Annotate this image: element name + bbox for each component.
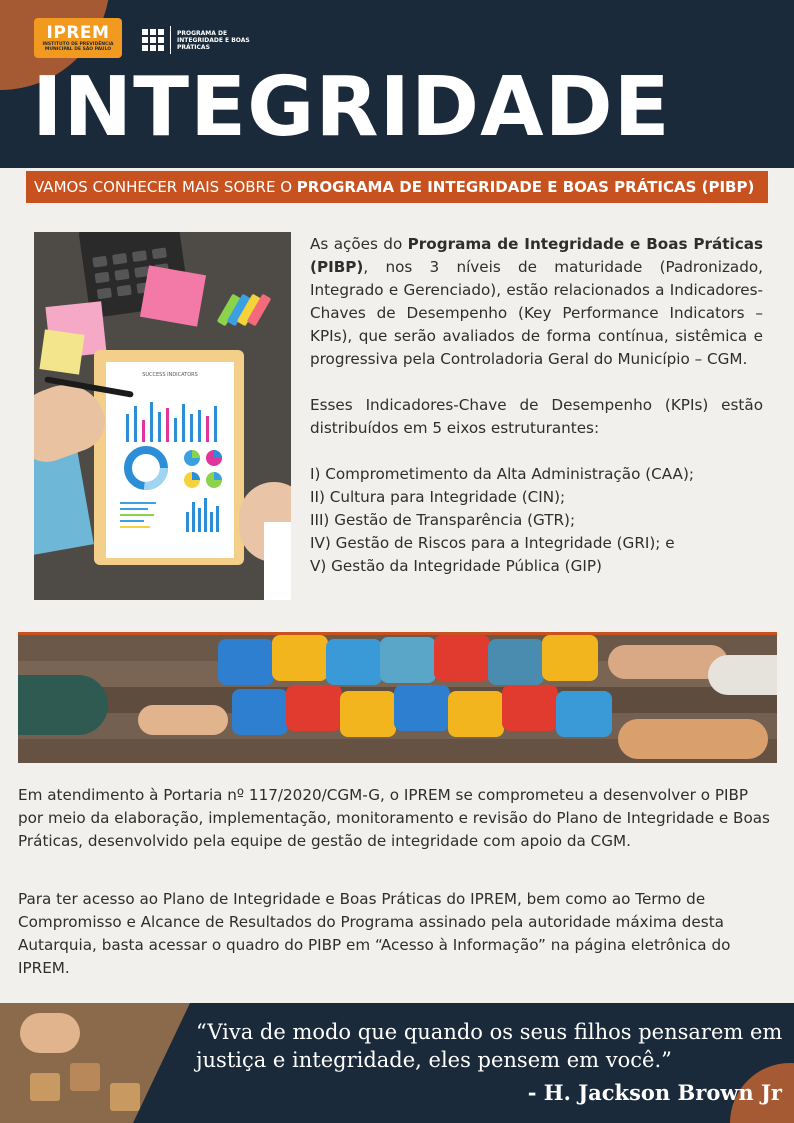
puzzle-piece — [556, 691, 612, 737]
person-sleeve-right — [264, 522, 291, 600]
puzzle-piece — [380, 637, 436, 683]
axes-list — [310, 463, 763, 578]
puzzle-piece — [340, 691, 396, 737]
puzzle-piece — [394, 685, 450, 731]
puzzle-piece — [502, 685, 558, 731]
p1-prefix: As ações do — [310, 235, 408, 253]
pibp-paragraph-1 — [310, 233, 763, 371]
pibp-logo — [142, 26, 257, 54]
puzzle-piece — [272, 635, 328, 681]
axis-item: III) Gestão de Transparência (GTR); — [310, 511, 576, 529]
iprem-logo-subtitle: INSTITUTO DE PREVIDÊNCIA MUNICIPAL DE SÃO PAULO — [42, 42, 114, 52]
person-sleeve — [708, 655, 777, 695]
pibp-logo-text: PROGRAMA DE INTEGRIDADE E BOAS PRÁTICAS — [177, 29, 250, 51]
axis-item: II) Cultura para Integridade (CIN); — [310, 488, 566, 506]
axis-item: IV) Gestão de Riscos para a Integridade (GRI); e — [310, 534, 675, 552]
axis-item: V) Gestão da Integridade Pública (GIP) — [310, 557, 602, 575]
kpi-photo — [34, 232, 291, 600]
banner-program-name: PROGRAMA DE INTEGRIDADE E BOAS PRÁTICAS (PIBP) — [296, 178, 755, 196]
iprem-logo — [34, 18, 122, 58]
wood-block — [110, 1083, 140, 1111]
quote-author: - H. Jackson Brown Jr — [527, 1080, 782, 1105]
logo-divider — [170, 26, 171, 54]
p1-program-name: Programa de Integridade e Boas Práticas (PIBP) — [310, 235, 763, 276]
access-paragraph: Para ter acesso ao Plano de Integridade e Boas Práticas do IPREM, bem como ao Termo de Compromisso e Alcance de Resultados do Programa assinado pela autoridade máxima desta Autarquia, basta acessar o quadro do PIBP em “Acesso à Informação” na página eletrônica do IPREM. — [18, 890, 731, 977]
axis-item: I) Comprometimento da Alta Administração (CAA); — [310, 465, 694, 483]
sticky-flags — [224, 294, 274, 328]
subtitle-banner — [26, 171, 768, 203]
pibp-description — [310, 233, 763, 578]
puzzle-piece — [448, 691, 504, 737]
portaria-paragraph: Em atendimento à Portaria nº 117/2020/CGM-G, o IPREM se comprometeu a desenvolver o PIBP por meio da elaboração, implementação, monitoramento e revisão do Plano de Integridade e Boas Práticas, desenvolvido pela equipe de gestão de integridade com apoio da CGM. — [18, 786, 770, 850]
sticky-note-pink — [140, 265, 206, 326]
pibp-grid-icon — [142, 29, 164, 51]
puzzle-piece — [434, 635, 490, 681]
sticky-note-yellow — [39, 329, 84, 374]
iprem-logo-name: IPREM — [46, 23, 110, 43]
puzzle-piece — [218, 639, 274, 685]
quote-text: “Viva de modo que quando os seus filhos pensarem em justiça e integridade, eles pensem em você.” — [196, 1020, 783, 1072]
hand — [138, 705, 228, 735]
footer-photo — [0, 1003, 190, 1123]
puzzle-photo — [18, 632, 777, 763]
page-title: INTEGRIDADE — [32, 60, 671, 155]
p1-rest: , nos 3 níveis de maturidade (Padronizado, Integrado e Gerenciado), estão relacionados a Indicadores-Chaves de Desempenho (Key Performance Indicators – KPIs), que serão avaliados de forma contínua, sistêmica e progressiva pela Controladoria Geral do Município – CGM. — [310, 258, 763, 368]
puzzle-piece — [488, 639, 544, 685]
wood-block — [30, 1073, 60, 1101]
report-caption: SUCCESS INDICATORS — [142, 372, 198, 378]
puzzle-piece — [232, 689, 288, 735]
banner-prefix: VAMOS CONHECER MAIS SOBRE O — [34, 178, 297, 196]
puzzle-piece — [286, 685, 342, 731]
pibp-paragraph-2: Esses Indicadores-Chave de Desempenho (KPIs) estão distribuídos em 5 eixos estruturantes: — [310, 396, 763, 437]
hand — [20, 1013, 80, 1053]
puzzle-piece — [326, 639, 382, 685]
header — [0, 0, 794, 168]
wood-block — [70, 1063, 100, 1091]
puzzle-piece — [542, 635, 598, 681]
hand — [618, 719, 768, 759]
person-arm — [18, 675, 108, 735]
